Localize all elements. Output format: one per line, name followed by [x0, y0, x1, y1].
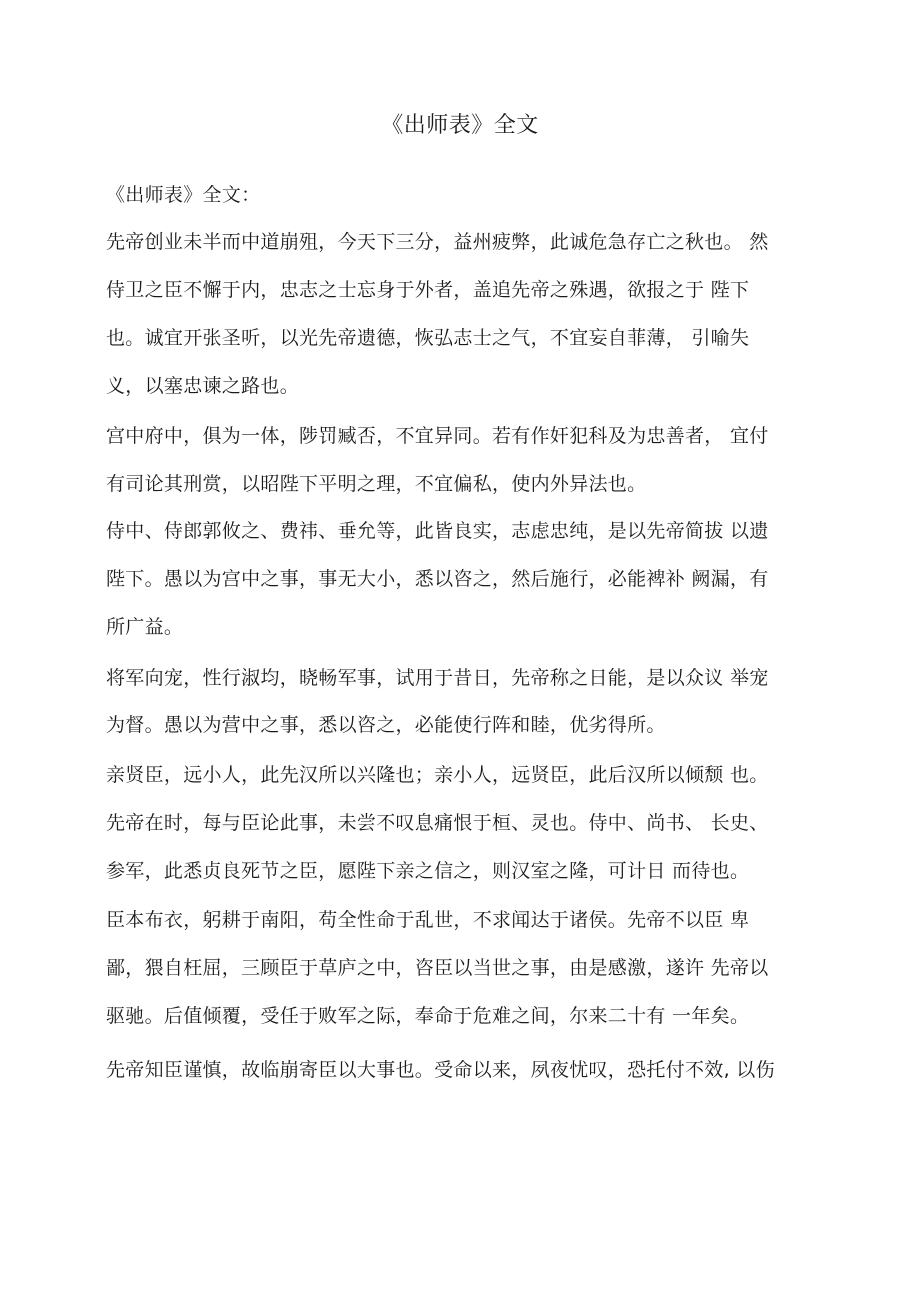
subtitle: 《出师表》全文： — [106, 184, 261, 206]
text-line: 先帝创业未半而中道崩殂，今天下三分，益州疲弊，此诚危急存亡之秋也。 然 — [106, 231, 769, 253]
text-line: 驱驰。后值倾覆，受任于败军之际，奉命于危难之间，尔来二十有 一年矣。 — [106, 1005, 750, 1027]
text-line: 参军，此悉贞良死节之臣，愿陛下亲之信之，则汉室之隆，可计日 而待也。 — [106, 860, 750, 882]
text-line: 义，以塞忠谏之路也。 — [106, 375, 300, 397]
text-line: 所广益。 — [106, 616, 184, 638]
text-line: 鄙，猥自枉屈，三顾臣于草庐之中，咨臣以当世之事，由是感激，遂许 先帝以 — [106, 957, 769, 979]
text-line: 宫中府中，俱为一体，陟罚臧否，不宜异同。若有作奸犯科及为忠善者， 宜付 — [106, 425, 769, 447]
text-line: 先帝在时，每与臣论此事，未尝不叹息痛恨于桓、灵也。侍中、尚书、 长史、 — [106, 812, 769, 834]
text-line: 为督。愚以为营中之事，悉以咨之，必能使行阵和睦，优劣得所。 — [106, 714, 666, 736]
text-line: 侍中、侍郎郭攸之、费祎、垂允等，此皆良实，志虑忠纯，是以先帝简拔 以遗 — [106, 520, 769, 542]
text-line: 侍卫之臣不懈于内，忠志之士忘身于外者，盖追先帝之殊遇，欲报之于 陛下 — [106, 279, 750, 301]
text-line: 臣本布衣，躬耕于南阳，苟全性命于乱世，不求闻达于诸侯。先帝不以臣 卑 — [106, 909, 750, 931]
document-title: 《出师表》全文 — [381, 113, 539, 138]
text-line: 亲贤臣，远小人，此先汉所以兴隆也；亲小人，远贤臣，此后汉所以倾颓 也。 — [106, 764, 769, 786]
text-line: 将军向宠，性行淑均，晓畅军事，试用于昔日，先帝称之日能，是以众议 举宠 — [106, 667, 769, 689]
text-line: 先帝知臣谨慎，故临崩寄臣以大事也。受命以来，夙夜忧叹，恐托付不效, 以伤 — [106, 1059, 775, 1081]
text-line: 有司论其刑赏，以昭陛下平明之理，不宜偏私，使内外异法也。 — [106, 473, 647, 495]
text-line: 也。诚宜开张圣听，以光先帝遗德，恢弘志士之气，不宜妄自菲薄， 引喻失 — [106, 327, 750, 349]
text-line: 陛下。愚以为宫中之事，事无大小，悉以咨之，然后施行，必能裨补 阙漏，有 — [106, 568, 769, 590]
